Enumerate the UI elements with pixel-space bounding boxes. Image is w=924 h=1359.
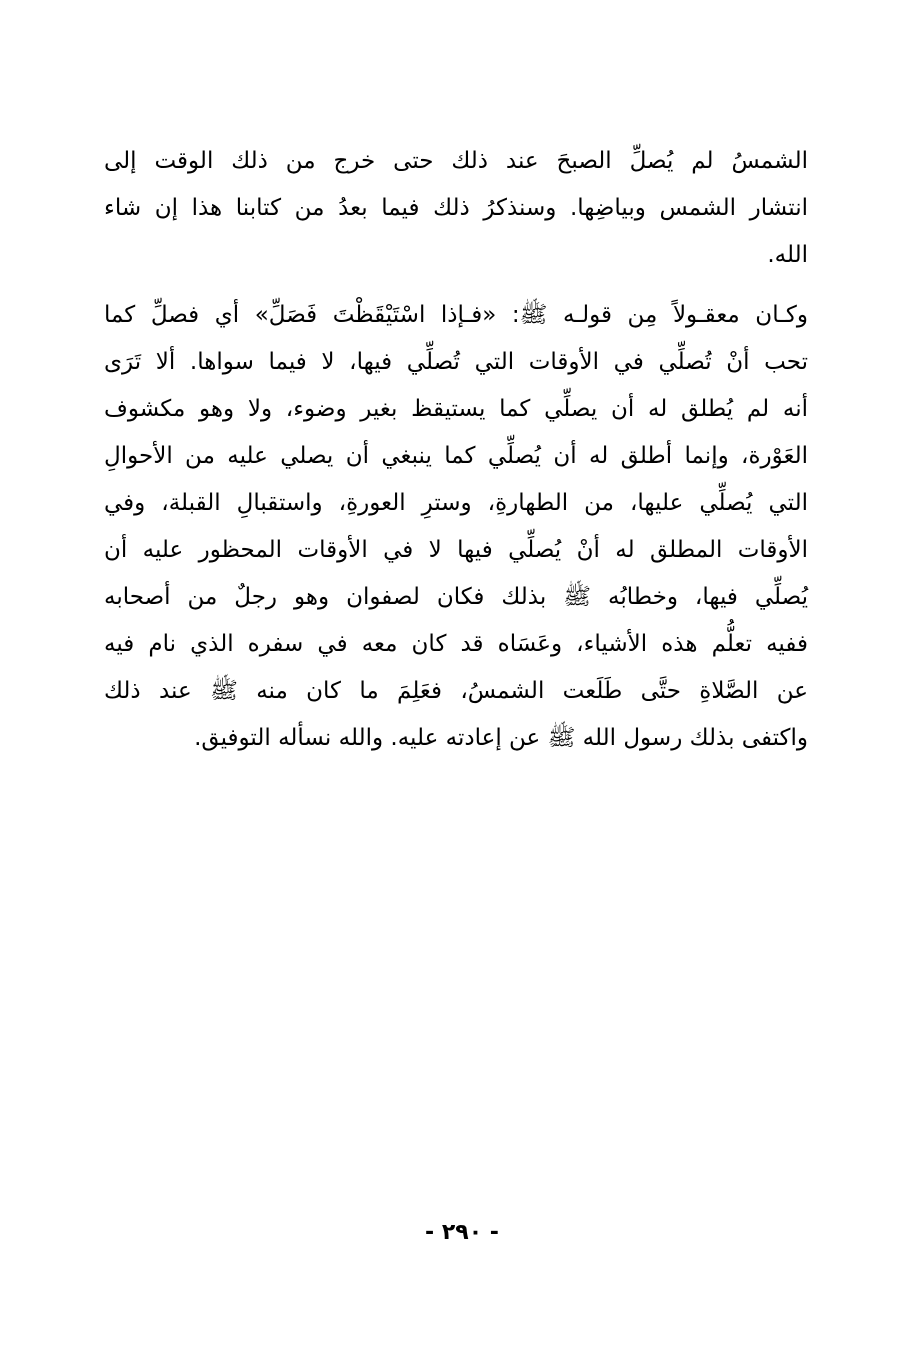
text-line: تحب أنْ تُصلِّي في الأوقات التي تُصلِّي فيها، لا فيما سواها. ألا تَرَى — [104, 349, 808, 375]
text-line: انتشار الشمس وبياضِها. وسنذكرُ ذلك فيما بعدُ من كتابنا هذا إن شاء — [104, 195, 808, 221]
text-line: الله. — [767, 242, 808, 268]
text-line: العَوْرة، وإنما أطلق له أن يُصلِّي كما ينبغي أن يصلي عليه من الأحوالِ — [104, 443, 808, 469]
text-line: التي يُصلِّي عليها، من الطهارةِ، وسترِ العورةِ، واستقبالِ القبلة، وفي — [104, 490, 808, 516]
text-line: الأوقات المطلق له أنْ يُصلِّي فيها لا في الأوقات المحظور عليه أن — [104, 537, 808, 563]
paragraph-1 — [104, 138, 808, 279]
text-line: أنه لم يُطلق له أن يصلِّي كما يستيقظ بغير وضوء، ولا وهو مكشوف — [104, 396, 808, 422]
page-number: - ٢٩٠ - — [425, 1220, 499, 1245]
text-line: يُصلِّي فيها، وخطابُه ﷺ بذلك فكان لصفوان وهو رجلٌ من أصحابه — [104, 584, 808, 610]
text-line: واكتفى بذلك رسول الله ﷺ عن إعادته عليه. والله نسأله التوفيق. — [194, 725, 808, 751]
text-line: عن الصَّلاةِ حتَّى طَلَعت الشمسُ، فعَلِمَ ما كان منه ﷺ عند ذلك — [104, 678, 808, 704]
paragraph-2 — [104, 292, 808, 762]
text-line: وكـان معقـولاً مِن قولـه ﷺ: «فـإذا اسْتَيْقَظْتَ فَصَلِّ» أي فصلِّ كما — [104, 302, 808, 328]
text-line: ففيه تعلُّم هذه الأشياء، وعَسَاه قد كان معه في سفره الذي نام فيه — [104, 631, 808, 657]
text-line: الشمسُ لم يُصلِّ الصبحَ عند ذلك حتى خرج من ذلك الوقت إلى — [104, 148, 808, 174]
